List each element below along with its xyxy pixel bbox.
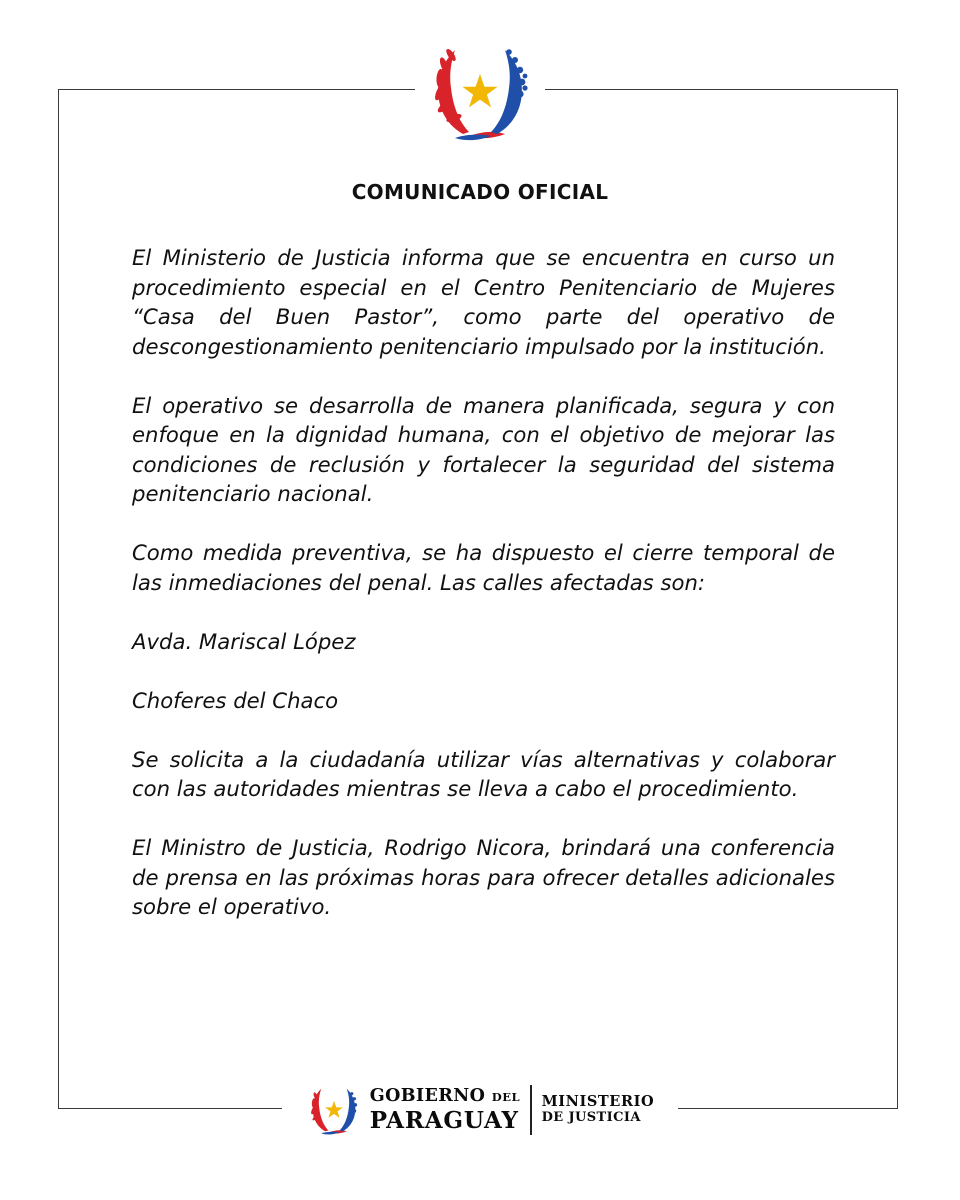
page-title: COMUNICADO OFICIAL [351,180,609,204]
document-body [132,243,835,951]
footer-divider [530,1085,532,1135]
top-emblem [415,40,545,150]
paragraph-request: Se solicita a la ciudadanía utilizar vías alternativas y colaborar con las autoridades mientras se lleva a cabo el procedimiento. [132,746,835,801]
paragraph-operation: El operativo se desarrolla de manera planificada, segura y con enfoque en la dignidad humana, con el objetivo de mejorar las condiciones de reclusión y fortalecer la seguridad del sistema penitenciario nacional. [132,392,835,506]
government-wordmark [369,1085,521,1135]
de-justicia-text: DE JUSTICIA [541,1109,641,1125]
street-item-2: Choferes del Chaco [132,687,339,713]
paraguay-emblem-icon [425,40,535,144]
paragraph-closure: Como medida preventiva, se ha dispuesto el cierre temporal de las inmediaciones del penal. Las calles afectadas son: [132,540,835,595]
footer-logo [282,1070,678,1150]
paragraph-conference: El Ministro de Justicia, Rodrigo Nicora, brindará una conferencia de prensa en las próximas horas para ofrecer detalles adicionales sobre el operativo. [132,835,835,919]
street-item-1: Avda. Mariscal López [132,628,356,654]
paraguay-text: PARAGUAY [369,1107,519,1135]
ministry-wordmark [542,1094,655,1126]
ministerio-text: MINISTERIO [541,1093,655,1111]
paragraph-intro: El Ministerio de Justicia informa que se encuentra en curso un procedimiento especial en el Centro Penitenciario de Mujeres “Casa del Buen Pastor”, como parte del operativo de descongestionamiento penitenciario impulsado por la institución. [132,245,835,359]
del-text: DEL [491,1089,521,1104]
gobierno-text: GOBIERNO [369,1085,486,1106]
paraguay-emblem-small-icon [306,1083,362,1137]
